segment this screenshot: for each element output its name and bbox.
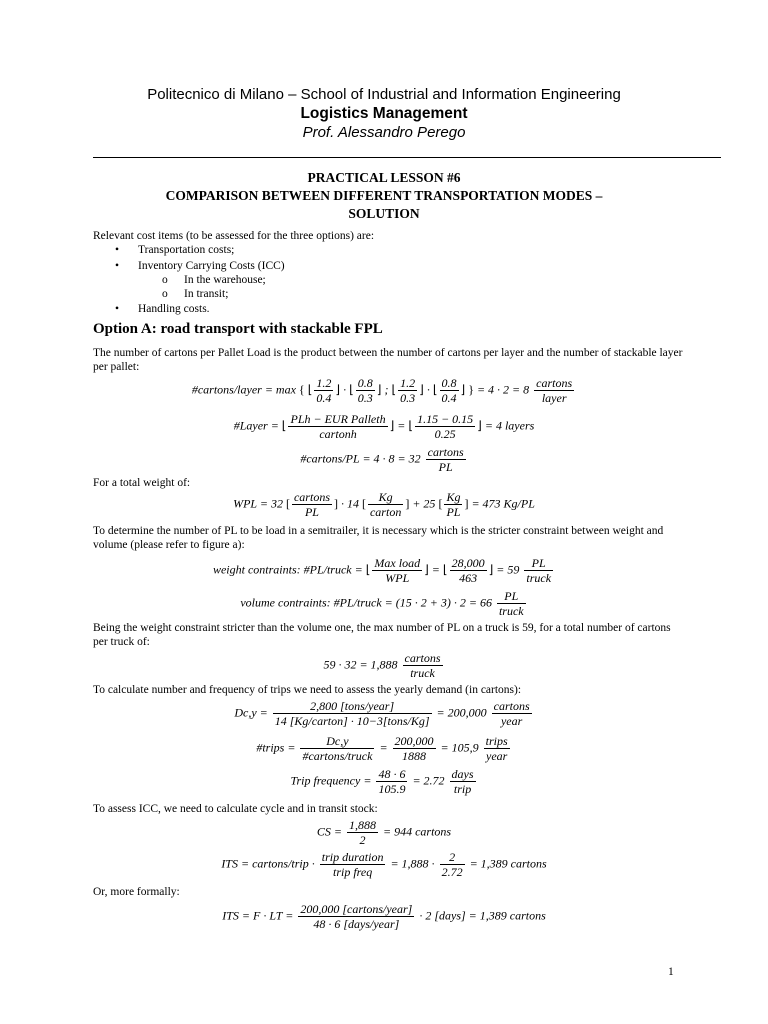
equation-in-transit-stock: ITS = cartons/trip · trip duration trip freq = 1,888 · $\frac{2}{2.72}$ = 1,389 cartons bbox=[221, 850, 547, 879]
list-item: Transportation costs; bbox=[138, 244, 235, 256]
bullet-icon: • bbox=[115, 244, 120, 256]
paragraph: To assess ICC, we need to calculate cycle and in transit stock: bbox=[93, 803, 378, 815]
equation-trips: #trips = Dc,y #cartons/truck = $\frac{200,000}{1888}$ = 105,9 trips year bbox=[256, 734, 508, 763]
equation-yearly-demand: Dc,y = 2,800 [tons/year] 14 [Kg/carton] · 10−3[tons/Kg] = 200,000 cartons year bbox=[234, 699, 530, 728]
bullet-icon: • bbox=[115, 303, 120, 315]
institution-header: Politecnico di Milano – School of Industrial and Information Engineering bbox=[147, 86, 621, 103]
list-item: In the warehouse; bbox=[184, 274, 266, 286]
list-item: In transit; bbox=[184, 288, 229, 300]
equation-cartons-per-layer: #cartons/layer = max { ⌊ $\frac{1.2}{0.4}$ ⌋ · ⌊ $\frac{0.8}{0.3}$ ⌋ ; ⌊ $\frac{1.2}{0.3}$ ⌋ · ⌊ $\frac{0.8}{0.4}$ ⌋ } = 4 · 2 = 8 cartons layer bbox=[191, 376, 573, 405]
equation-volume-constraint: volume contraints: #PL/truck = (15 · 2 + 3) · 2 = 66 PL truck bbox=[240, 589, 524, 618]
equation-trip-frequency: Trip frequency = $\frac{48 \cdot 6}{105.9}$ = 2.72 days trip bbox=[290, 767, 474, 796]
lesson-subtitle: COMPARISON BETWEEN DIFFERENT TRANSPORTATION MODES – bbox=[165, 188, 603, 203]
bullet-icon: • bbox=[115, 260, 120, 272]
paragraph: The number of cartons per Pallet Load is the product between the number of cartons per layer and the number of stackable layer per pallet: bbox=[93, 347, 683, 373]
paragraph: To determine the number of PL to be load in a semitrailer, it is necessary which is the stricter constraint between weight and volume (please refer to figure a): bbox=[93, 525, 664, 551]
professor-name: Prof. Alessandro Perego bbox=[302, 124, 466, 141]
list-item: Handling costs. bbox=[138, 303, 210, 315]
course-title: Logistics Management bbox=[300, 105, 468, 122]
paragraph: For a total weight of: bbox=[93, 477, 191, 489]
page-number: 1 bbox=[668, 966, 674, 978]
paragraph: To calculate number and frequency of trips we need to assess the yearly demand (in cartons): bbox=[93, 684, 522, 696]
equation-cartons-per-pl: #cartons/PL = 4 · 8 = 32 cartons PL bbox=[300, 445, 464, 474]
sub-bullet-icon: o bbox=[162, 288, 168, 300]
sub-bullet-icon: o bbox=[162, 274, 168, 286]
paragraph: Or, more formally: bbox=[93, 886, 180, 898]
paragraph: Being the weight constraint stricter than the volume one, the max number of PL on a truck is 59, for a total number of cartons per truck of: bbox=[93, 622, 671, 648]
section-heading: Option A: road transport with stackable FPL bbox=[93, 321, 383, 337]
equation-cycle-stock: CS = $\frac{1,888}{2}$ = 944 cartons bbox=[316, 818, 452, 847]
list-item: Inventory Carrying Costs (ICC) bbox=[138, 260, 285, 272]
equation-weight-constraint: weight contraints: #PL/truck = ⌊ Max load WPL ⌋ = ⌊ $\frac{28,000}{463}$ ⌋ = 59 PL truck bbox=[212, 556, 552, 585]
equation-cartons-per-truck: 59 · 32 = 1,888 cartons truck bbox=[323, 651, 441, 680]
equation-weight-pl: WPL = 32 [ cartons PL ] · 14 [ Kg carton ] + 25 [ $\frac{Kg}{PL}$ ] = 473 Kg/PL bbox=[233, 490, 535, 519]
equation-its-formal: ITS = F · LT = 200,000 [cartons/year] 48 · 6 [days/year] · 2 [days] = 1,389 cartons bbox=[222, 902, 546, 931]
lesson-subtitle-cont: SOLUTION bbox=[348, 206, 420, 221]
lesson-title: PRACTICAL LESSON #6 bbox=[307, 170, 461, 185]
intro-text: Relevant cost items (to be assessed for the three options) are: bbox=[93, 230, 375, 242]
equation-layers: #Layer = ⌊ PLh − EUR Palleth cartonh ⌋ = ⌊ $\frac{1.15 - 0.15}{0.25}$ ⌋ = 4 layers bbox=[233, 412, 535, 441]
header-divider bbox=[93, 157, 721, 158]
